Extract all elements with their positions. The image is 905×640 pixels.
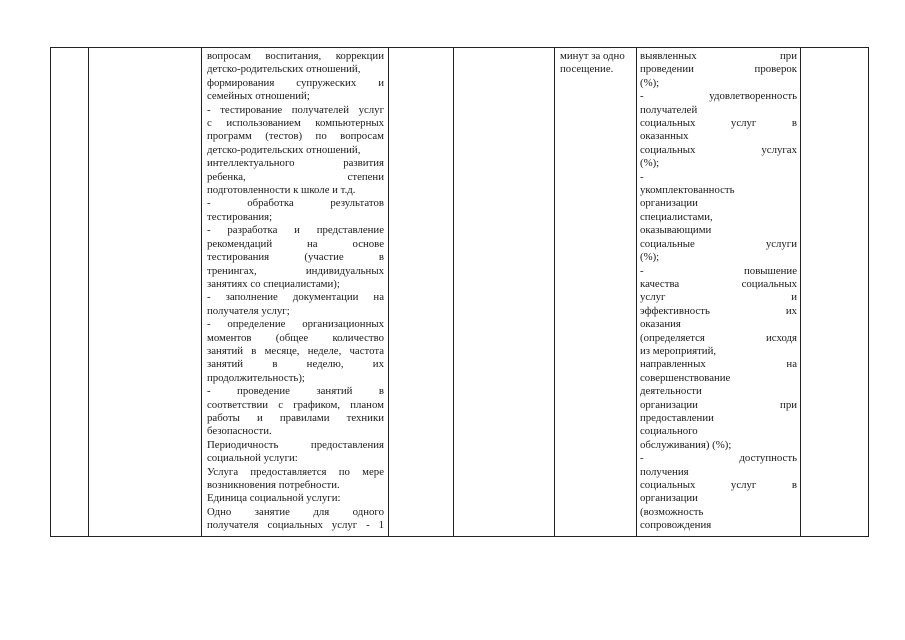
description-line: детско-родительских отношений, (207, 63, 361, 76)
service-description-text (207, 50, 384, 533)
description-line: моментов (общее количество (207, 331, 384, 344)
indicator-line: получения (640, 465, 689, 478)
description-line: формирования супружеских и (207, 76, 384, 89)
description-line: - проведение занятий в (207, 385, 384, 398)
indicator-line: - удовлетворенность (640, 90, 797, 103)
indicator-line: совершенствование (640, 371, 731, 384)
empty-cell (454, 48, 555, 537)
indicator-line: организации при (640, 398, 797, 411)
description-line: Одно занятие для одного (207, 505, 384, 518)
empty-cell (389, 48, 454, 537)
service-description-cell (202, 48, 389, 537)
indicator-line: (%); (640, 76, 660, 89)
description-line: - тестирование получателей услуг (207, 103, 384, 116)
indicator-line: из мероприятий, (640, 344, 717, 357)
description-line: получателя услуг; (207, 304, 290, 317)
indicator-line: услуг и (640, 291, 797, 304)
indicator-line: специалистами, (640, 210, 713, 223)
description-line: рекомендаций на основе (207, 237, 384, 250)
description-line: безопасности. (207, 425, 272, 438)
indicator-line: оказанных (640, 130, 689, 143)
description-line: тренингах, индивидуальных (207, 264, 384, 277)
indicator-line: - (640, 170, 644, 183)
indicator-line: организации (640, 197, 698, 210)
table-row (51, 48, 869, 537)
description-line: получателя социальных услуг - 1 (207, 519, 384, 532)
indicator-line: оказания (640, 318, 681, 331)
indicator-line: укомплектованность (640, 184, 735, 197)
description-line: занятий в месяце, неделе, частота (207, 344, 384, 357)
service-name-cell (89, 48, 202, 537)
indicator-line: (возможность (640, 505, 704, 518)
indicator-line: (%); (640, 251, 660, 264)
indicator-line: сопровождения (640, 519, 712, 532)
description-line: семейных отношений; (207, 90, 310, 103)
indicator-line: эффективность их (640, 304, 797, 317)
description-line: Услуга предоставляется по мере (207, 465, 384, 478)
indicator-line: деятельности (640, 385, 702, 398)
indicator-line: социального (640, 425, 698, 438)
time-norm-text: минут за одно посещение. (560, 50, 625, 76)
description-line: детско-родительских отношений, (207, 143, 361, 156)
indicator-line: социальных услуг в (640, 479, 797, 491)
time-norm-cell (555, 48, 637, 537)
description-line: тестирования; (207, 210, 273, 223)
description-line: работы и правилами техники (207, 411, 384, 424)
description-line: интеллектуального развития (207, 157, 384, 170)
description-line: вопросам воспитания, коррекции (207, 50, 384, 62)
indicators-text (640, 50, 797, 533)
indicator-line: оказывающими (640, 224, 712, 237)
indicator-line: социальные услуги (640, 237, 797, 250)
indicator-line: направленных на (640, 358, 797, 371)
indicator-line: качества социальных (640, 277, 797, 290)
indicator-line: социальных услуг в (640, 117, 797, 130)
description-line: ребенка, степени (207, 170, 384, 183)
description-line: программ (тестов) по вопросам (207, 130, 384, 143)
description-line: с использованием компьютерных (207, 117, 384, 130)
indicator-line: - повышение (640, 264, 797, 277)
indicator-line: (%); (640, 157, 660, 170)
description-line: - определение организационных (207, 318, 384, 331)
description-line: - разработка и представление (207, 224, 384, 237)
services-table (50, 47, 869, 537)
description-line: - заполнение документации на (207, 291, 384, 304)
description-line: тестирования (участие в (207, 251, 384, 264)
indicator-line: выявленных при (640, 50, 797, 62)
description-line: возникновения потребности. (207, 479, 340, 491)
description-line: Единица социальной услуги: (207, 492, 341, 505)
description-line: продолжительность); (207, 371, 305, 384)
indicator-line: организации (640, 492, 698, 505)
indicators-cell (637, 48, 801, 537)
description-line: Периодичность предоставления (207, 438, 384, 451)
description-line: социальной услуги: (207, 452, 298, 465)
number-cell (51, 48, 89, 537)
indicator-line: социальных услугах (640, 143, 797, 156)
empty-cell (801, 48, 869, 537)
indicator-line: (определяется исходя (640, 331, 797, 344)
indicator-line: предоставлении (640, 411, 714, 424)
indicator-line: проведении проверок (640, 63, 797, 76)
description-line: занятий в неделю, их (207, 358, 384, 371)
description-line: занятиях со специалистами); (207, 277, 340, 290)
indicator-line: обслуживания) (%); (640, 438, 732, 451)
indicator-line: - доступность (640, 452, 797, 465)
description-line: - обработка результатов (207, 197, 384, 210)
description-line: подготовленности к школе и т.д. (207, 184, 356, 197)
description-line: соответствии с графиком, планом (207, 398, 384, 411)
indicator-line: получателей (640, 103, 698, 116)
